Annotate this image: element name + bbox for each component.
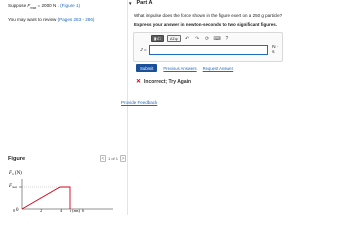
x-tick-6: 6 bbox=[82, 208, 85, 213]
submit-button[interactable]: Submit bbox=[136, 64, 157, 72]
feedback-text: Incorrect; Try Again bbox=[144, 78, 192, 85]
answer-row bbox=[137, 45, 282, 55]
answer-input[interactable] bbox=[149, 45, 268, 55]
answer-instruction: Express your answer in newton-seconds to two significant figures. bbox=[134, 22, 278, 27]
force-curve bbox=[22, 187, 70, 209]
part-title: Part A bbox=[136, 0, 153, 6]
previous-answers-link[interactable]: Previous Answers bbox=[163, 65, 197, 71]
answer-equals: = bbox=[142, 47, 147, 53]
incorrect-x-icon: ✕ bbox=[136, 79, 142, 85]
prev-figure-button[interactable]: < bbox=[101, 155, 105, 162]
answer-panel bbox=[133, 32, 283, 62]
answer-variable: J bbox=[140, 47, 143, 53]
force-time-graph bbox=[8, 165, 126, 213]
help-icon[interactable]: ? bbox=[225, 35, 229, 42]
figure-page-indicator: 1 of 1 bbox=[108, 156, 119, 161]
undo-icon[interactable]: ↶ bbox=[184, 35, 190, 42]
y-axis-label: $F_x$ (N) bbox=[9, 171, 22, 177]
templates-button[interactable]: ▮√□ bbox=[151, 35, 164, 42]
action-row bbox=[136, 64, 233, 72]
question-pane bbox=[121, 0, 350, 215]
keyboard-icon[interactable]: ⌨ bbox=[213, 35, 221, 42]
math-toolbar bbox=[151, 35, 228, 42]
x-tick-4: 4 bbox=[60, 208, 63, 213]
review-line bbox=[8, 17, 126, 24]
x-tick-2: 2 bbox=[40, 208, 43, 213]
force-symbol: F bbox=[27, 3, 31, 8]
feedback-message bbox=[136, 78, 191, 85]
provide-feedback-link[interactable]: Provide Feedback bbox=[121, 100, 158, 105]
figure-link[interactable]: (Figure 1) bbox=[60, 3, 81, 8]
intro-prefix: Suppose bbox=[8, 3, 28, 8]
answer-variable-label bbox=[137, 48, 147, 53]
force-value: = 2000 N . bbox=[36, 3, 59, 8]
force-subscript: max bbox=[30, 5, 37, 10]
answer-unit: N · s bbox=[272, 45, 279, 55]
problem-statement bbox=[8, 3, 126, 11]
request-answer-link[interactable]: Request Answer bbox=[202, 65, 234, 71]
problem-pane bbox=[0, 0, 127, 215]
x-axis-label: t (ms) bbox=[70, 208, 80, 213]
greek-symbols-button[interactable]: AΣφ bbox=[167, 35, 181, 42]
x-tick-0: 0 bbox=[13, 208, 16, 213]
reset-icon[interactable]: ⟳ bbox=[204, 35, 210, 42]
review-pages-link[interactable]: (Pages 283 - 286) bbox=[57, 17, 95, 23]
next-figure-button[interactable]: > bbox=[121, 155, 125, 162]
x-tick-labels bbox=[8, 210, 126, 215]
y-axis-tick-fmax: $F_{max}$ bbox=[9, 184, 18, 189]
problem-intro bbox=[8, 3, 126, 24]
collapse-caret-icon: ▼ bbox=[128, 0, 133, 6]
origin-label: 0 bbox=[16, 208, 19, 213]
figure-heading: Figure bbox=[8, 156, 26, 162]
figure-pager bbox=[100, 155, 126, 162]
part-a-toggle[interactable] bbox=[128, 0, 152, 6]
question-text: What impulse does the force shown in the figure exert on a 250 g particle? bbox=[134, 13, 283, 18]
review-text: You may want to review bbox=[8, 17, 58, 23]
redo-icon[interactable]: ↷ bbox=[194, 35, 200, 42]
